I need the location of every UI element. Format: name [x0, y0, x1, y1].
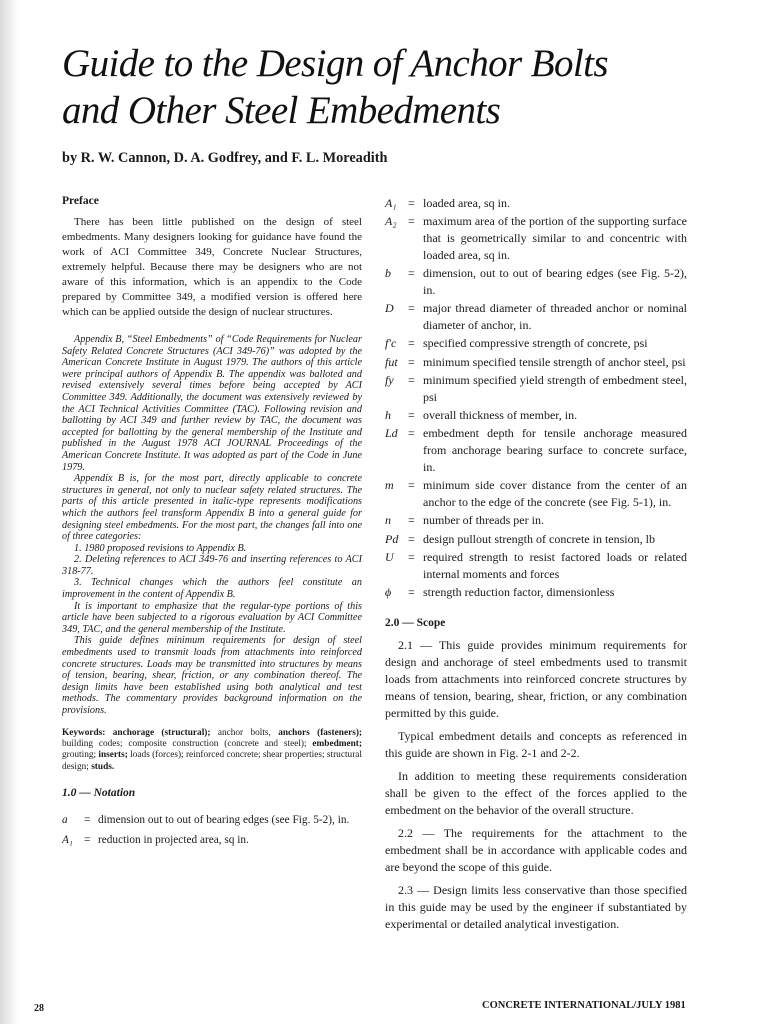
- scope-paragraph: 2.2 — The requirements for the attachment to the embedment shall be in accordance with applicable codes and are beyond the scope of this guide.: [385, 825, 687, 874]
- preface-italic-block: [62, 334, 362, 717]
- byline: by R. W. Cannon, D. A. Godfrey, and F. L. Moreadith: [62, 150, 388, 166]
- notation-definition: specified compressive strength of concrete, psi: [423, 336, 648, 351]
- scope-paragraph: 2.1 — This guide provides minimum requirements for design and anchorage of steel embedments used to transmit loads from attachments into reinforced concrete structures by means of tension, bearing, shear, friction, or any combination permitted by this guide.: [385, 637, 687, 720]
- notation-symbol: A₂: [385, 214, 397, 229]
- journal-footer: CONCRETE INTERNATIONAL/JULY 1981: [482, 1000, 686, 1011]
- notation-equals: =: [408, 336, 415, 351]
- preface-italic-p2: Appendix B is, for the most part, directly applicable to concrete structures in general, not only to nuclear safety related structures. The parts of this article presented in italic-type represents modifications which the authors feel transform Appendix B into a general guide for designing steel embedments. For the most part, the changes fall into one of three categories:: [62, 473, 362, 543]
- kw-3: anchors (fasteners);: [278, 727, 363, 738]
- title-line-2: and Other Steel Embedments: [62, 89, 501, 132]
- page-number: 28: [34, 1003, 44, 1014]
- preface-paragraph: There has been little published on the design of steel embedments. Many designers looking for guidance have found the work of ACI Committee 349, Concrete Nuclear Structures, extremely helpful. Because there may be designers who are not aware of this information, which is an appendix to the Code prepared by Committee 349, a modified version is offered here which can be applied outside the design of nuclear structures.: [62, 216, 362, 318]
- notation-row: [385, 425, 687, 475]
- notation-definition: required strength to resist factored loads or related internal moments and forces: [423, 549, 687, 581]
- notation-row: [385, 265, 687, 299]
- kw-5: embedment;: [312, 739, 362, 749]
- notation-row: [385, 531, 687, 548]
- kw-4: building codes; composite construction (concrete and steel);: [62, 739, 313, 749]
- notation-equals: =: [408, 301, 415, 316]
- notation-row: [385, 372, 687, 406]
- left-column: [62, 195, 362, 852]
- notation-symbol: n: [385, 513, 391, 528]
- notation-row: [385, 512, 687, 529]
- notation-definition: dimension out to out of bearing edges (see Fig. 5-2), in.: [98, 814, 350, 827]
- notation-definition: minimum specified tensile strength of anchor steel, psi: [423, 354, 686, 369]
- notation-equals: =: [84, 814, 91, 827]
- notation-definition: minimum side cover distance from the center of an anchor to the edge of the concrete (see Fig. 5-1), in.: [423, 478, 687, 510]
- keywords-label: Keywords:: [62, 727, 106, 738]
- notation-equals: =: [408, 426, 415, 441]
- kw-2: anchor bolts,: [210, 727, 279, 738]
- notation-definition: number of threads per in.: [423, 513, 544, 528]
- preface-italic-p4: This guide defines minimum requirements for design of steel embedments used to transmit loads from attachments into reinforced concrete structures. Loads may be transmitted into structures by means of tension, bearing, shear, friction, or any combination thereof. The design limits have been established using both analytical and test methods. The commentary provides background information on the provisions.: [62, 635, 362, 716]
- preface-italic-p3: It is important to emphasize that the regular-type portions of this article have been subjected to a rigorous evaluation by ACI Committee 349, TAC, and the general membership of the Institute.: [62, 600, 362, 635]
- notation-symbol: Pd: [385, 531, 399, 546]
- notation-row: [385, 300, 687, 334]
- notation-equals: =: [408, 585, 415, 600]
- notation-list: [385, 195, 687, 601]
- title-line-1: Guide to the Design of Anchor Bolts: [62, 42, 608, 85]
- kw-6: grouting;: [62, 750, 99, 761]
- notation-equals: =: [408, 266, 415, 281]
- notation-definition: major thread diameter of threaded anchor or nominal diameter of anchor, in.: [423, 301, 687, 333]
- kw-1: anchorage (structural);: [112, 727, 211, 738]
- notation-symbol: f′c: [385, 336, 397, 351]
- notation-symbol: fy: [385, 372, 394, 387]
- notation-definition: reduction in projected area, sq in.: [98, 833, 249, 846]
- notation-equals: =: [408, 214, 415, 229]
- notation-symbol: A₁: [62, 833, 73, 846]
- scope-heading: 2.0 — Scope: [385, 616, 446, 629]
- right-column: [385, 195, 687, 939]
- notation-definition: maximum area of the portion of the supporting surface that is geometrically similar to and concentric with loaded area, sq in.: [423, 214, 687, 262]
- preface-italic-p1: Appendix B, “Steel Embedments” of “Code Requirements for Nuclear Safety Related Concrete Structures (ACI 349-76)” was adopted by the American Concrete Institute in August 1979. The authors of this article were principal authors of Appendix B. The appendix was balloted and revised extensively several times before being accepted by ACI Committee 349. Additionally, the document was extensively reviewed by the ACI Technical Activities Committee (TAC). Following revision and ballotting by ACI 349 and further review by TAC, the document was accepted for ballotting by the general membership of the Institute and published in the August 1978 ACI JOURNAL Proceedings of the American Concrete Institute. It was adopted as part of the Code in June 1979.: [62, 334, 362, 473]
- notation-symbol: D: [385, 301, 394, 316]
- notation-definition: embedment depth for tensile anchorage measured from anchorage bearing surface to concrete surface, in.: [423, 426, 687, 474]
- notation-equals: =: [408, 478, 415, 493]
- preface-list-3: 3. Technical changes which the authors feel constitute an improvement in the content of Appendix B.: [62, 577, 362, 601]
- notation-definition: design pullout strength of concrete in tension, lb: [423, 531, 655, 546]
- notation-row: [385, 335, 687, 352]
- kw-9: studs.: [91, 761, 115, 772]
- notation-symbol: A₁: [385, 196, 397, 210]
- notation-row: [385, 549, 687, 583]
- notation-symbol: fut: [385, 354, 398, 369]
- notation-heading: 1.0 — Notation: [62, 787, 136, 800]
- kw-8: loads (forces); reinforced concrete; shear properties; structural design;: [62, 750, 362, 772]
- notation-row: [385, 195, 687, 212]
- notation-symbol: Ld: [385, 426, 398, 441]
- notation-row: [62, 813, 362, 829]
- notation-equals: =: [408, 408, 415, 423]
- keywords: [62, 728, 362, 774]
- notation-equals: =: [408, 549, 415, 564]
- article-title: [62, 40, 722, 134]
- scope-paragraph: 2.3 — Design limits less conservative than those specified in this guide may be used by the engineer if substantiated by experimental or detailed analytical investigation.: [385, 882, 687, 931]
- notation-symbol: b: [385, 266, 391, 281]
- scope-paragraph: In addition to meeting these requirements consideration shall be given to the effect of the forces applied to the embedment on the behavior of the overall structure.: [385, 768, 687, 817]
- notation-symbol: h: [385, 408, 391, 423]
- kw-7: inserts;: [98, 750, 128, 761]
- notation-definition: loaded area, sq in.: [423, 196, 510, 210]
- notation-row: [385, 407, 687, 424]
- preface-heading: Preface: [62, 195, 99, 207]
- notation-symbol: m: [385, 478, 394, 493]
- notation-row: [385, 584, 687, 601]
- notation-symbol: U: [385, 549, 394, 564]
- notation-row: [385, 213, 687, 263]
- notation-row: [385, 477, 687, 511]
- notation-definition: strength reduction factor, dimensionless: [423, 585, 615, 600]
- preface-list-1: 1. 1980 proposed revisions to Appendix B.: [74, 542, 247, 554]
- notation-equals: =: [408, 513, 415, 528]
- notation-definition: dimension, out to out of bearing edges (see Fig. 5-2), in.: [423, 266, 687, 297]
- notation-equals: =: [84, 833, 91, 846]
- page-fold-shadow: [0, 0, 18, 1024]
- notation-row: [385, 354, 687, 371]
- notation-definition: minimum specified yield strength of embedment steel, psi: [423, 372, 687, 404]
- scope-paragraph: Typical embedment details and concepts as referenced in this guide are shown in Fig. 2-1 and 2-2.: [385, 728, 687, 760]
- notation-equals: =: [408, 531, 415, 546]
- notation-equals: =: [408, 372, 415, 387]
- notation-row: [62, 833, 362, 849]
- notation-symbol: ϕ: [385, 585, 392, 600]
- notation-equals: =: [408, 196, 415, 210]
- preface-list-2: 2. Deleting references to ACI 349-76 and inserting references to ACI 318-77.: [62, 554, 362, 577]
- notation-definition: overall thickness of member, in.: [423, 408, 578, 423]
- notation-equals: =: [408, 354, 415, 369]
- notation-symbol: a: [62, 814, 68, 827]
